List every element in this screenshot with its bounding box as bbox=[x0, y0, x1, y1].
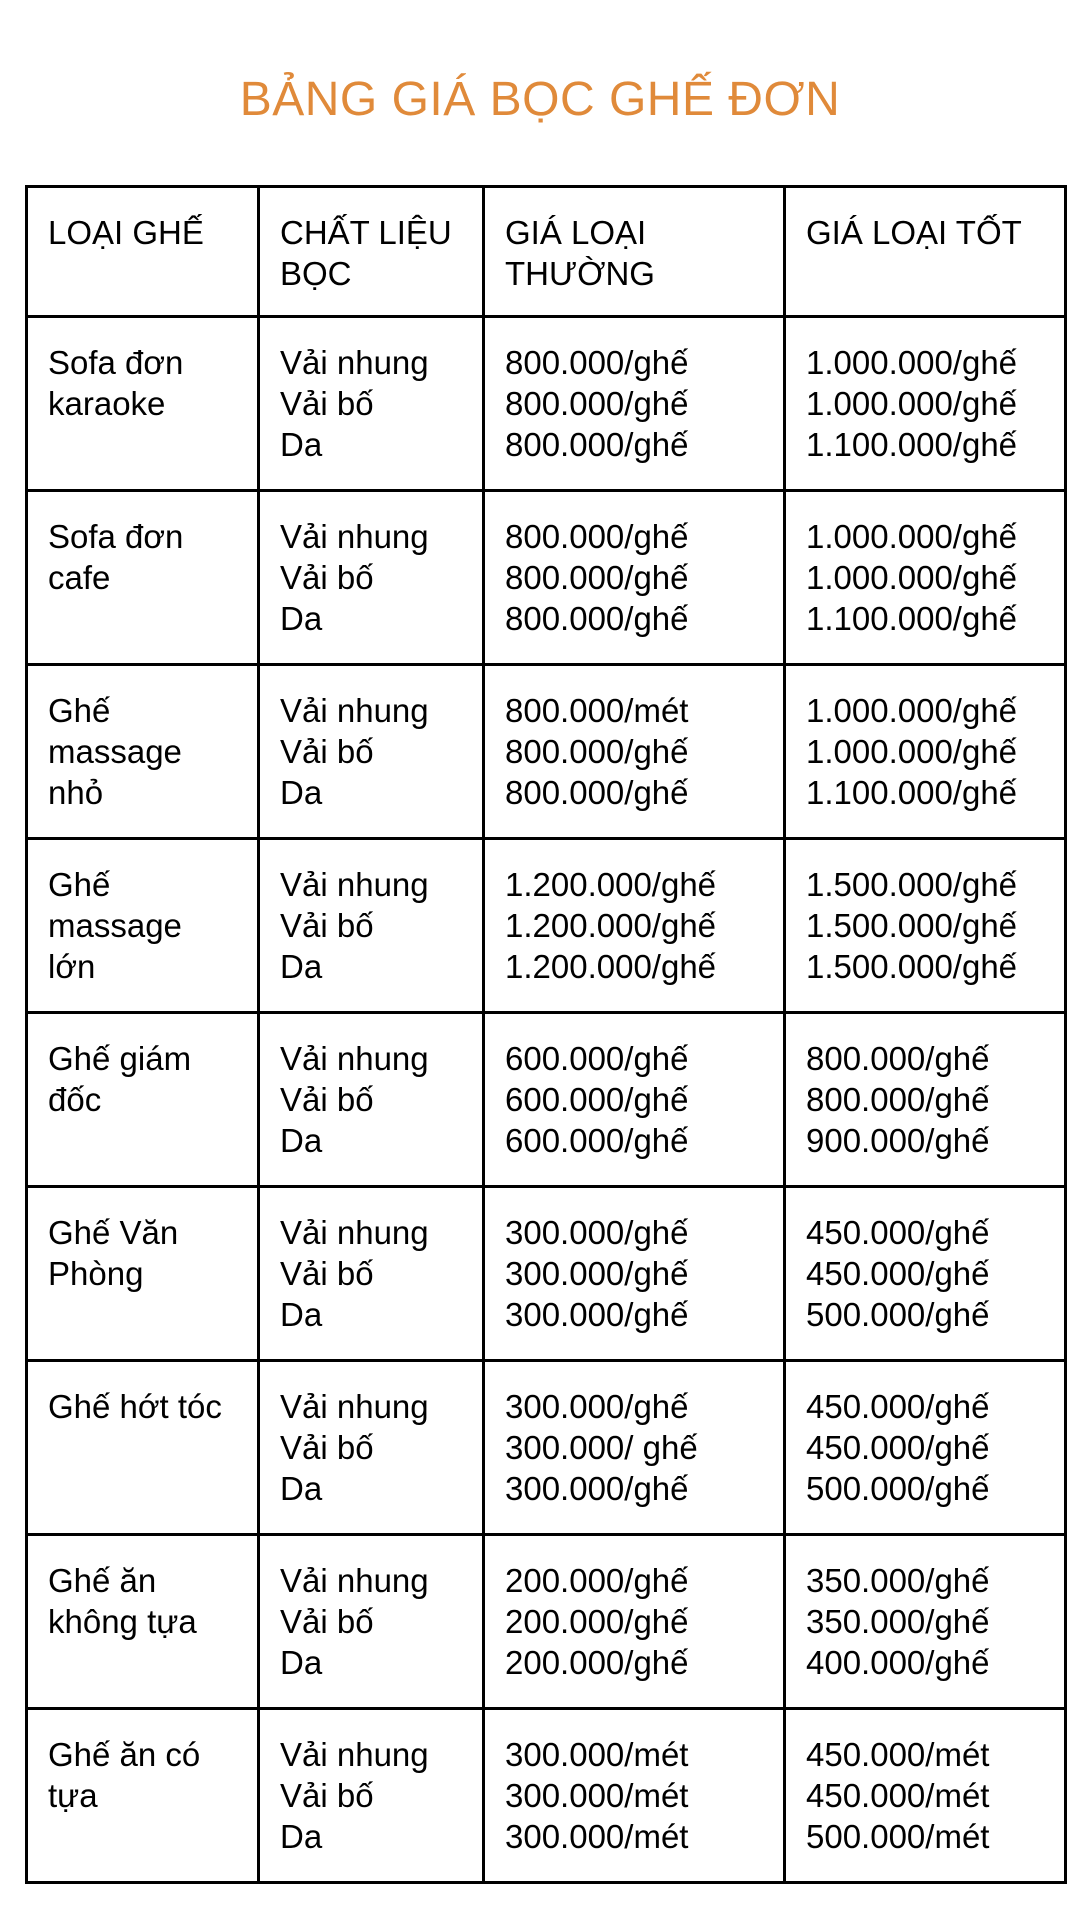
material-line: Vải bố bbox=[280, 1603, 374, 1640]
material-cell bbox=[259, 1013, 484, 1187]
material-line: Da bbox=[280, 600, 323, 637]
premium-price-cell bbox=[785, 839, 1066, 1013]
premium-price-cell bbox=[785, 491, 1066, 665]
material-cell bbox=[259, 1709, 484, 1883]
material-line: Vải nhung bbox=[280, 692, 429, 729]
regular-price: 300.000/ ghế bbox=[505, 1429, 698, 1466]
premium-price-cell bbox=[785, 1709, 1066, 1883]
premium-price: 1.000.000/ghế bbox=[806, 385, 1018, 422]
material-cell bbox=[259, 1361, 484, 1535]
table-header-row bbox=[27, 187, 1066, 317]
premium-price: 1.500.000/ghế bbox=[806, 866, 1018, 903]
regular-price: 800.000/ghế bbox=[505, 559, 689, 596]
regular-price-cell bbox=[484, 1361, 785, 1535]
regular-price: 600.000/ghế bbox=[505, 1040, 689, 1077]
regular-price-cell bbox=[484, 1535, 785, 1709]
material-line: Vải nhung bbox=[280, 1040, 429, 1077]
regular-price: 1.200.000/ghế bbox=[505, 948, 717, 985]
regular-price: 300.000/mét bbox=[505, 1736, 689, 1773]
table-row bbox=[27, 1013, 1066, 1187]
chair-type: Sofa đơn karaoke bbox=[48, 344, 184, 422]
table-row bbox=[27, 1535, 1066, 1709]
premium-price: 1.100.000/ghế bbox=[806, 600, 1018, 637]
regular-price: 300.000/ghế bbox=[505, 1470, 689, 1507]
table-row bbox=[27, 1709, 1066, 1883]
chair-type: Ghế ăn không tựa bbox=[48, 1562, 197, 1640]
regular-price-cell bbox=[484, 839, 785, 1013]
material-line: Vải nhung bbox=[280, 1214, 429, 1251]
header-material: CHẤT LIỆU BỌC bbox=[259, 187, 484, 317]
chair-type-cell bbox=[27, 665, 259, 839]
chair-type-cell bbox=[27, 1187, 259, 1361]
material-line: Vải bố bbox=[280, 1777, 374, 1814]
chair-type: Ghế massage lớn bbox=[48, 866, 182, 985]
premium-price: 500.000/ghế bbox=[806, 1296, 990, 1333]
regular-price: 300.000/mét bbox=[505, 1818, 689, 1855]
regular-price: 800.000/ghế bbox=[505, 518, 689, 555]
premium-price: 1.000.000/ghế bbox=[806, 692, 1018, 729]
regular-price: 200.000/ghế bbox=[505, 1562, 689, 1599]
chair-type-cell bbox=[27, 839, 259, 1013]
material-line: Da bbox=[280, 426, 323, 463]
premium-price: 350.000/ghế bbox=[806, 1562, 990, 1599]
premium-price: 450.000/ghế bbox=[806, 1429, 990, 1466]
material-line: Vải bố bbox=[280, 559, 374, 596]
table-row bbox=[27, 1361, 1066, 1535]
premium-price: 450.000/mét bbox=[806, 1736, 990, 1773]
premium-price-cell bbox=[785, 1187, 1066, 1361]
table-row bbox=[27, 1187, 1066, 1361]
premium-price: 1.000.000/ghế bbox=[806, 518, 1018, 555]
material-line: Vải nhung bbox=[280, 1736, 429, 1773]
regular-price-cell bbox=[484, 1013, 785, 1187]
regular-price: 300.000/ghế bbox=[505, 1214, 689, 1251]
regular-price: 300.000/ghế bbox=[505, 1388, 689, 1425]
material-line: Da bbox=[280, 1818, 323, 1855]
material-cell bbox=[259, 1187, 484, 1361]
premium-price: 1.000.000/ghế bbox=[806, 559, 1018, 596]
regular-price: 600.000/ghế bbox=[505, 1081, 689, 1118]
premium-price: 500.000/ghế bbox=[806, 1470, 990, 1507]
regular-price: 600.000/ghế bbox=[505, 1122, 689, 1159]
material-line: Vải nhung bbox=[280, 344, 429, 381]
material-line: Vải nhung bbox=[280, 518, 429, 555]
premium-price: 1.000.000/ghế bbox=[806, 733, 1018, 770]
premium-price: 450.000/ghế bbox=[806, 1214, 990, 1251]
premium-price-cell bbox=[785, 317, 1066, 491]
material-line: Da bbox=[280, 774, 323, 811]
header-chair-type: LOẠI GHẾ bbox=[27, 187, 259, 317]
material-line: Vải bố bbox=[280, 907, 374, 944]
premium-price: 450.000/ghế bbox=[806, 1255, 990, 1292]
material-line: Vải nhung bbox=[280, 1562, 429, 1599]
material-line: Da bbox=[280, 948, 323, 985]
premium-price: 900.000/ghế bbox=[806, 1122, 990, 1159]
chair-type-cell bbox=[27, 1013, 259, 1187]
chair-type-cell bbox=[27, 1361, 259, 1535]
chair-type: Ghế ăn có tựa bbox=[48, 1736, 201, 1814]
material-line: Da bbox=[280, 1644, 323, 1681]
material-cell bbox=[259, 665, 484, 839]
chair-type-cell bbox=[27, 317, 259, 491]
premium-price: 1.100.000/ghế bbox=[806, 774, 1018, 811]
chair-type-cell bbox=[27, 1709, 259, 1883]
material-cell bbox=[259, 491, 484, 665]
premium-price: 500.000/mét bbox=[806, 1818, 990, 1855]
regular-price: 800.000/ghế bbox=[505, 733, 689, 770]
material-line: Vải bố bbox=[280, 385, 374, 422]
material-line: Da bbox=[280, 1122, 323, 1159]
material-line: Vải nhung bbox=[280, 866, 429, 903]
regular-price-cell bbox=[484, 1709, 785, 1883]
table-row bbox=[27, 317, 1066, 491]
table-row bbox=[27, 491, 1066, 665]
regular-price-cell bbox=[484, 665, 785, 839]
premium-price: 400.000/ghế bbox=[806, 1644, 990, 1681]
regular-price: 800.000/ghế bbox=[505, 385, 689, 422]
chair-type: Ghế massage nhỏ bbox=[48, 692, 182, 811]
regular-price-cell bbox=[484, 491, 785, 665]
premium-price: 1.500.000/ghế bbox=[806, 948, 1018, 985]
regular-price: 800.000/ghế bbox=[505, 774, 689, 811]
regular-price: 300.000/ghế bbox=[505, 1296, 689, 1333]
regular-price: 800.000/mét bbox=[505, 692, 689, 729]
header-premium-price: GIÁ LOẠI TỐT bbox=[785, 187, 1066, 317]
material-cell bbox=[259, 839, 484, 1013]
premium-price: 1.000.000/ghế bbox=[806, 344, 1018, 381]
chair-type-cell bbox=[27, 1535, 259, 1709]
price-table bbox=[25, 185, 1067, 1884]
regular-price: 800.000/ghế bbox=[505, 344, 689, 381]
premium-price: 800.000/ghế bbox=[806, 1081, 990, 1118]
premium-price: 1.100.000/ghế bbox=[806, 426, 1018, 463]
premium-price: 350.000/ghế bbox=[806, 1603, 990, 1640]
material-cell bbox=[259, 1535, 484, 1709]
premium-price: 450.000/mét bbox=[806, 1777, 990, 1814]
premium-price-cell bbox=[785, 1535, 1066, 1709]
header-regular-price: GIÁ LOẠI THƯỜNG bbox=[484, 187, 785, 317]
material-cell bbox=[259, 317, 484, 491]
premium-price-cell bbox=[785, 665, 1066, 839]
material-line: Vải bố bbox=[280, 1255, 374, 1292]
material-line: Da bbox=[280, 1470, 323, 1507]
regular-price: 1.200.000/ghế bbox=[505, 907, 717, 944]
material-line: Da bbox=[280, 1296, 323, 1333]
premium-price: 450.000/ghế bbox=[806, 1388, 990, 1425]
chair-type: Ghế hớt tóc bbox=[48, 1388, 222, 1425]
regular-price: 300.000/ghế bbox=[505, 1255, 689, 1292]
regular-price-cell bbox=[484, 1187, 785, 1361]
premium-price: 800.000/ghế bbox=[806, 1040, 990, 1077]
premium-price: 1.500.000/ghế bbox=[806, 907, 1018, 944]
chair-type: Sofa đơn cafe bbox=[48, 518, 184, 596]
page-title: BẢNG GIÁ BỌC GHẾ ĐƠN bbox=[239, 73, 841, 126]
material-line: Vải bố bbox=[280, 733, 374, 770]
chair-type: Ghế giám đốc bbox=[48, 1040, 192, 1118]
regular-price: 800.000/ghế bbox=[505, 600, 689, 637]
material-line: Vải bố bbox=[280, 1081, 374, 1118]
table-row bbox=[27, 665, 1066, 839]
regular-price: 300.000/mét bbox=[505, 1777, 689, 1814]
regular-price: 1.200.000/ghế bbox=[505, 866, 717, 903]
premium-price-cell bbox=[785, 1013, 1066, 1187]
premium-price-cell bbox=[785, 1361, 1066, 1535]
regular-price: 200.000/ghế bbox=[505, 1603, 689, 1640]
regular-price: 200.000/ghế bbox=[505, 1644, 689, 1681]
regular-price-cell bbox=[484, 317, 785, 491]
regular-price: 800.000/ghế bbox=[505, 426, 689, 463]
material-line: Vải nhung bbox=[280, 1388, 429, 1425]
table-row bbox=[27, 839, 1066, 1013]
chair-type-cell bbox=[27, 491, 259, 665]
chair-type: Ghế Văn Phòng bbox=[48, 1214, 179, 1292]
material-line: Vải bố bbox=[280, 1429, 374, 1466]
